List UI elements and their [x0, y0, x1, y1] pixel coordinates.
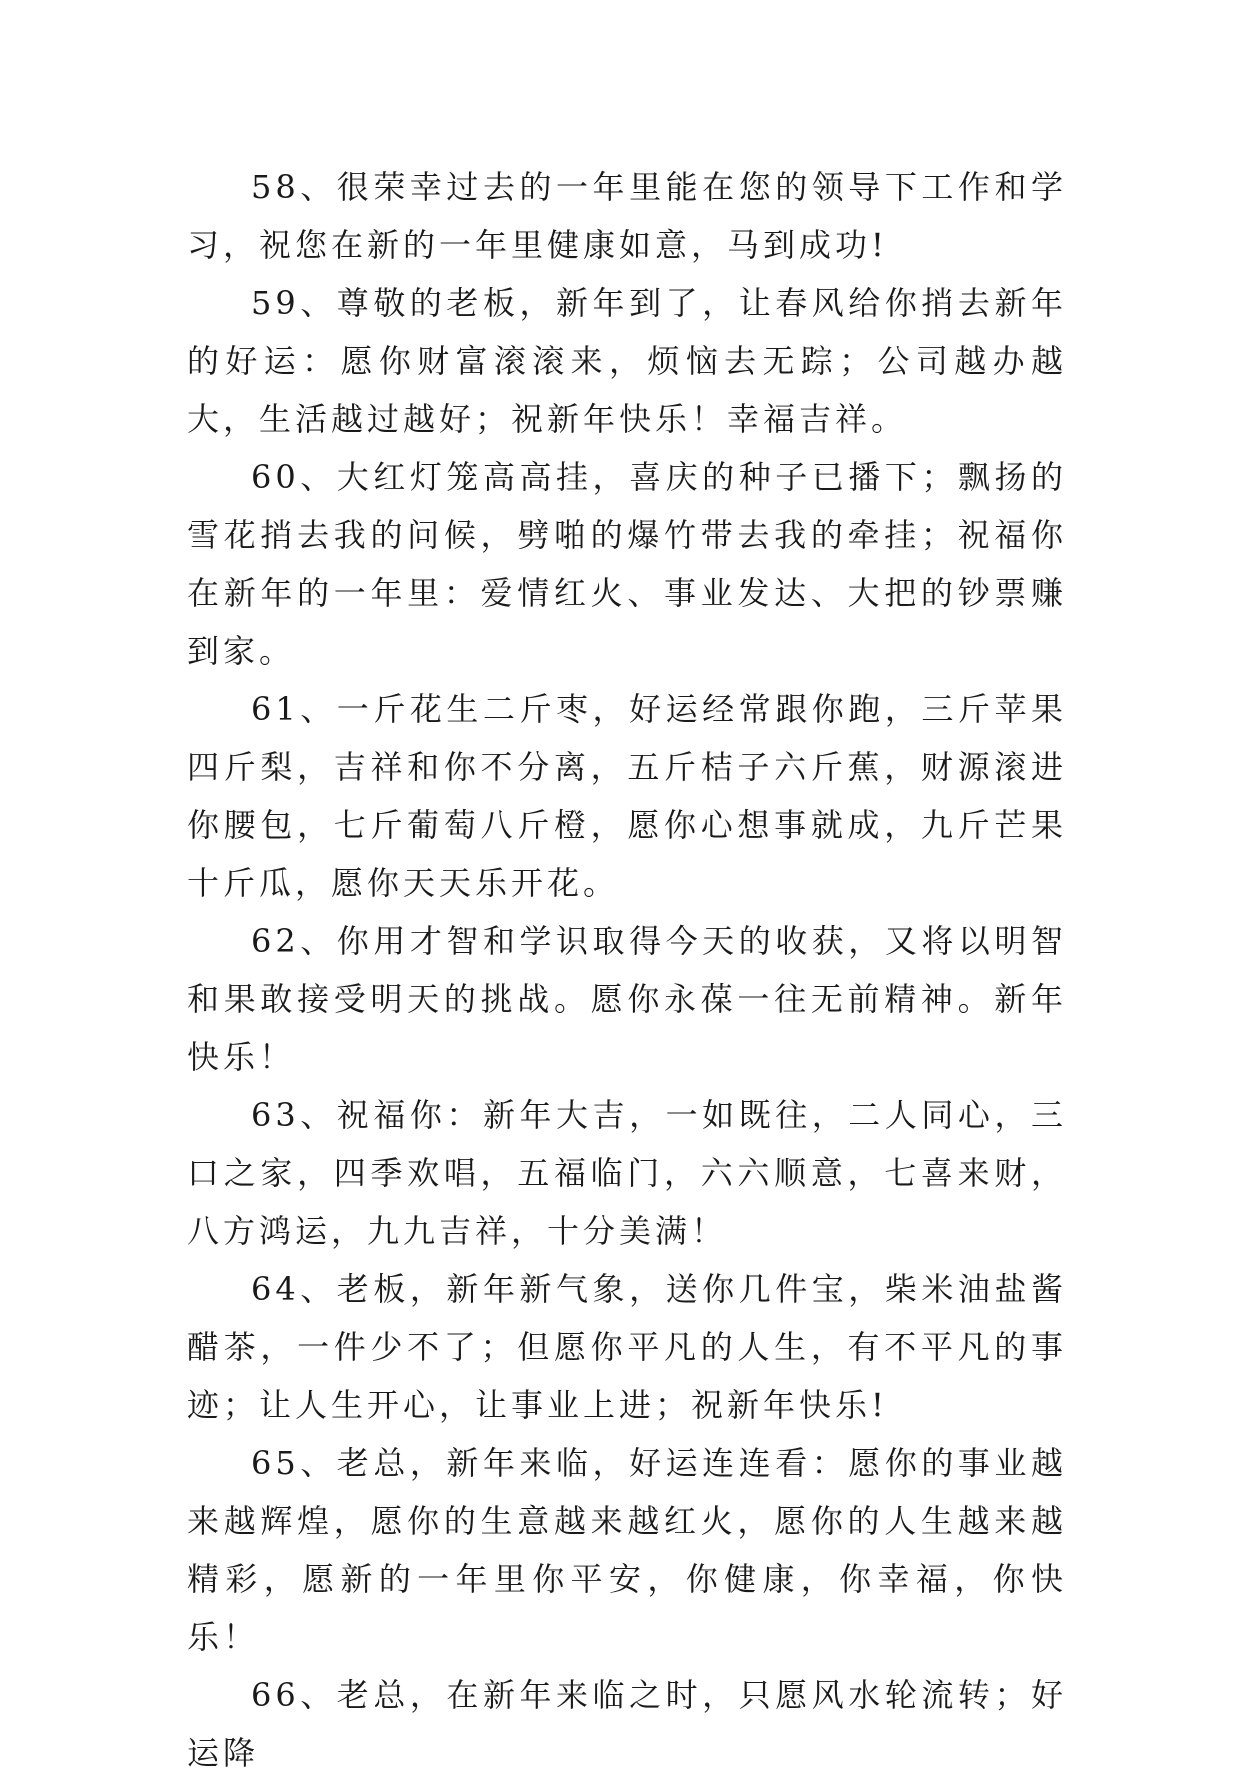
paragraph-61: 61、一斤花生二斤枣，好运经常跟你跑，三斤苹果四斤梨，吉祥和你不分离，五斤桔子六斤蕉，财源滚进你腰包，七斤葡萄八斤橙，愿你心想事就成，九斤芒果十斤瓜，愿你天天乐开花。 — [187, 690, 1067, 902]
paragraph-59: 59、尊敬的老板，新年到了，让春风给你捎去新年的好运：愿你财富滚滚来，烦恼去无踪；公司越办越大，生活越过越好；祝新年快乐！幸福吉祥。 — [187, 284, 1067, 438]
paragraph-66: 66、老总，在新年来临之时，只愿风水轮流转；好运降 — [187, 1676, 1067, 1772]
paragraph-65: 65、老总，新年来临，好运连连看：愿你的事业越来越辉煌，愿你的生意越来越红火，愿你的人生越来越精彩，愿新的一年里你平安，你健康，你幸福，你快乐！ — [187, 1444, 1067, 1656]
document-body — [187, 158, 1067, 1782]
paragraph-63: 63、祝福你：新年大吉，一如既往，二人同心，三口之家，四季欢唱，五福临门，六六顺意，七喜来财，八方鸿运，九九吉祥，十分美满！ — [187, 1096, 1067, 1250]
paragraph-64: 64、老板，新年新气象，送你几件宝，柴米油盐酱醋茶，一件少不了；但愿你平凡的人生，有不平凡的事迹；让人生开心，让事业上进；祝新年快乐! — [187, 1270, 1067, 1424]
paragraph-58: 58、很荣幸过去的一年里能在您的领导下工作和学习，祝您在新的一年里健康如意，马到成功! — [187, 168, 1067, 264]
paragraph-62: 62、你用才智和学识取得今天的收获，又将以明智和果敢接受明天的挑战。愿你永葆一往无前精神。新年快乐！ — [187, 922, 1067, 1076]
paragraph-60: 60、大红灯笼高高挂，喜庆的种子已播下；飘扬的雪花捎去我的问候，劈啪的爆竹带去我的牵挂；祝福你在新年的一年里：爱情红火、事业发达、大把的钞票赚到家。 — [187, 458, 1067, 670]
